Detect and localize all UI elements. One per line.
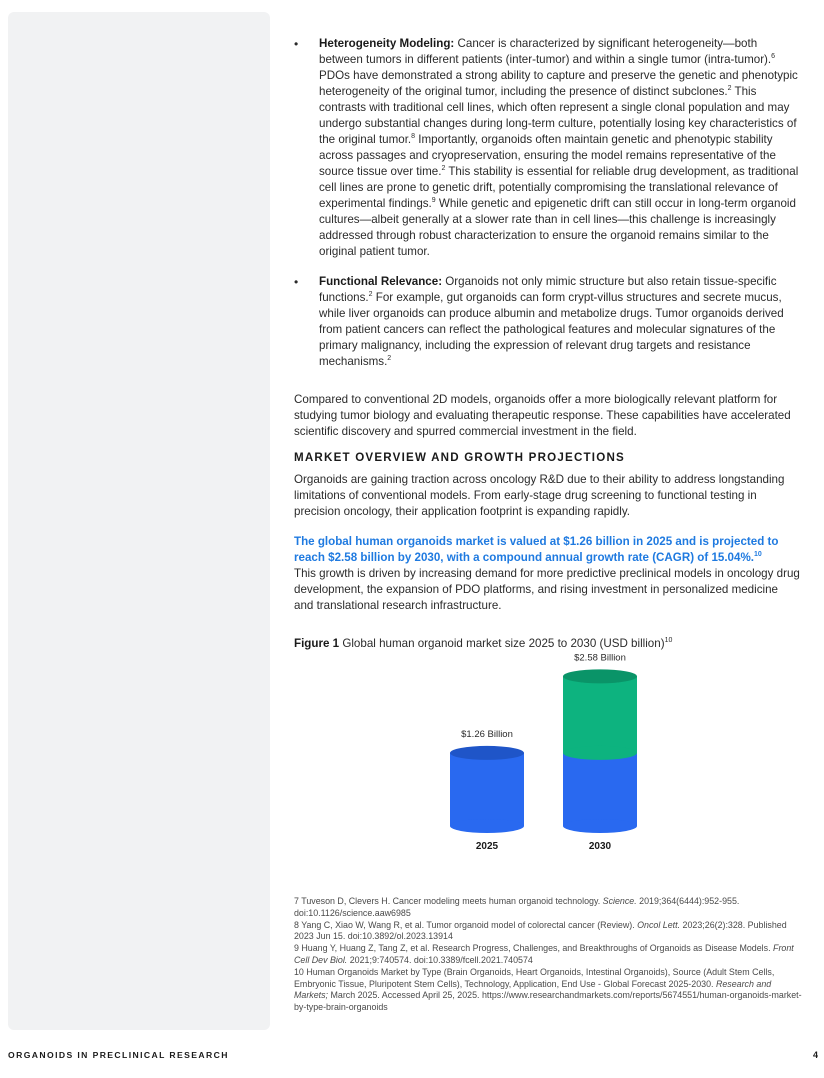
section-heading: MARKET OVERVIEW AND GROWTH PROJECTIONS bbox=[294, 451, 625, 464]
bullet-heading: Heterogeneity Modeling: bbox=[319, 37, 455, 50]
citation: 9 bbox=[431, 197, 436, 205]
bullet-functional-relevance bbox=[294, 274, 800, 370]
bullet-text: Importantly, organoids often maintain genetic and phenotypic stability across passages and cryopreservation, ensuring the model remains representative of the source tissue over time. bbox=[319, 133, 776, 178]
category-label-2025: 2025 bbox=[475, 841, 499, 852]
citation: 2 bbox=[727, 85, 732, 93]
highlight-text: The global human organoids market is valued at $1.26 billion in 2025 and is projected to reach $2.58 billion by 2030, with a compound annual growth rate (CAGR) of 15.04%. bbox=[294, 535, 779, 564]
bullet-heading: Functional Relevance: bbox=[319, 275, 443, 288]
citation: 8 bbox=[411, 133, 416, 141]
citation: 2 bbox=[441, 165, 446, 173]
citation: 6 bbox=[771, 53, 776, 61]
paragraph: Compared to conventional 2D models, organoids offer a more biologically relevant platform for studying tumor biology and evaluating therapeutic response. These capabilities have accelerated scientific discovery and spurred commercial investment in the field. bbox=[294, 393, 791, 438]
data-label-2030: $2.58 Billion bbox=[574, 652, 626, 664]
bar-2025-bottom bbox=[450, 819, 524, 833]
bullet-heterogeneity bbox=[294, 36, 800, 260]
bar-2030-base bbox=[563, 753, 637, 826]
bar-2030-bottom bbox=[563, 819, 637, 833]
data-label-2025: $1.26 Billion bbox=[461, 728, 513, 740]
figure-number: Figure 1 bbox=[294, 637, 340, 650]
citation: 2 bbox=[368, 291, 373, 299]
bullet-text: For example, gut organoids can form crypt-villus structures and secrete mucus, while liver organoids can produce albumin and metabolize drugs. Tumor organoids derived from patient cancers can reflect the pathological features and molecular signatures of the primary malignancy, including the expression of relevant drug targets and resistance mechanisms. bbox=[319, 291, 784, 368]
citation: 10 bbox=[754, 551, 762, 559]
footer-title: ORGANOIDS IN PRECLINICAL RESEARCH bbox=[8, 1050, 229, 1060]
figure-caption-text: Global human organoid market size 2025 to 2030 (USD billion) bbox=[339, 637, 665, 650]
bullet-text: This contrasts with traditional cell lines, which often represent a single clonal population and may undergo substantial changes during long-term culture, potentially losing key characteristics of the original tumor. bbox=[319, 85, 797, 146]
bar-2030-growth bbox=[563, 676, 637, 753]
sidebar-panel bbox=[8, 12, 270, 1030]
main-content bbox=[294, 36, 800, 854]
bar-2030-top bbox=[563, 669, 637, 683]
footnote: 7 Tuveson D, Clevers H. Cancer modeling meets human organoid technology. Science. 2019;364(6444):952-955. doi:10.1126/science.aaw6985 bbox=[294, 896, 740, 918]
category-label-2030: 2030 bbox=[588, 841, 612, 852]
bullet-text: While genetic and epigenetic drift can still occur in long-term organoid cultures—albeit generally at a slower rate than in cell lines—this challenge is increasingly addressed through robust characterization to ensure the organoid remains similar to the original patient tumor. bbox=[319, 197, 796, 258]
footnote: 10 Human Organoids Market by Type (Brain Organoids, Heart Organoids, Intestinal Organoids), Source (Adult Stem Cells, Embryonic Tissue, Pluripotent Stem Cells), Technology, Application, End Use - Global Forecast 2025-2030. Research and Markets; March 2025. Accessed April 25, 2025. https://www.researchandmarkets.com/reports/5674551/human-organoids-market-by-type-brain-organoids bbox=[294, 966, 802, 1013]
bullet-list bbox=[294, 36, 800, 370]
bar-2025-base bbox=[450, 753, 524, 826]
market-size-chart bbox=[294, 652, 714, 854]
bar-2025-top bbox=[450, 746, 524, 760]
bullet-text: Cancer is characterized by significant heterogeneity—both between tumors in different patients (inter-tumor) and within a single tumor (intra-tumor). bbox=[319, 37, 772, 66]
bullet-dot: • bbox=[294, 275, 299, 289]
footnote: 9 Huang Y, Huang Z, Tang Z, et al. Research Progress, Challenges, and Breakthroughs of Organoids as Disease Models. Front Cell Dev Biol. 2021;9:740574. doi:10.3389/fcell.2021.740574 bbox=[294, 943, 794, 965]
highlight-statement bbox=[294, 534, 800, 566]
footnote: 8 Yang C, Xiao W, Wang R, et al. Tumor organoid model of colorectal cancer (Review). Oncol Lett. 2023;26(2):328. Published 2023 Jun 15. doi:10.3892/ol.2023.13914 bbox=[294, 919, 787, 942]
citation: 10 bbox=[664, 637, 673, 645]
page-number: 4 bbox=[812, 1050, 818, 1060]
bullet-text: This stability is essential for reliable drug development, as traditional cell lines are prone to genetic drift, potentially compromising the translational relevance of experimental findings. bbox=[319, 165, 799, 210]
paragraph: Organoids are gaining traction across oncology R&D due to their ability to address longstanding limitations of conventional models. From early-stage drug screening to functional testing in precision oncology, their application footprint is expanding rapidly. bbox=[294, 473, 785, 518]
footnotes bbox=[294, 896, 804, 1014]
figure-caption bbox=[294, 636, 800, 652]
citation: 2 bbox=[387, 355, 392, 363]
paragraph: This growth is driven by increasing demand for more predictive preclinical models in oncology drug development, the expansion of PDO platforms, and rising investment in personalized medicine and translational research infrastructure. bbox=[294, 567, 800, 612]
bullet-text: Organoids not only mimic structure but also retain tissue-specific functions. bbox=[319, 275, 777, 304]
bullet-text: PDOs have demonstrated a strong ability to capture and preserve the genetic and phenotypic heterogeneity of the original tumor, including the presence of distinct subclones. bbox=[319, 69, 798, 98]
bullet-dot: • bbox=[294, 37, 299, 51]
bar-2030-seam bbox=[563, 746, 637, 760]
